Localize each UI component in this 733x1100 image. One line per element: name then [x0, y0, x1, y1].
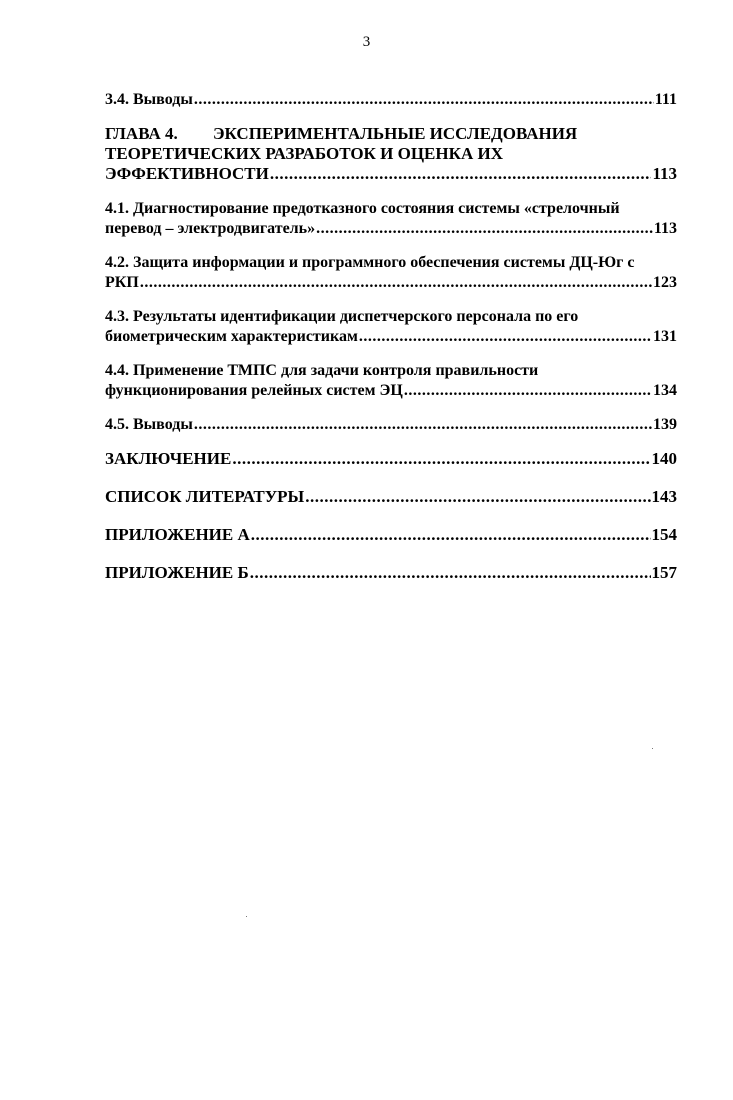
- toc-entry-title: ЭФФЕКТИВНОСТИ: [105, 164, 269, 183]
- toc-entry-line: 4.2. Защита информации и программного обеспечения системы ДЦ-Юг с: [105, 254, 635, 271]
- toc-entry-line: [105, 164, 677, 184]
- toc-entry-line: [105, 219, 677, 239]
- toc-entry-page: 111: [654, 91, 677, 108]
- toc-entry-line: [105, 525, 677, 545]
- scan-speck: [652, 748, 653, 749]
- toc-entry-4-2: [105, 253, 677, 293]
- toc-entry-title: РКП: [105, 274, 139, 291]
- dot-leader: [305, 487, 650, 507]
- table-of-contents: [105, 90, 677, 601]
- toc-entry-line: 4.3. Результаты идентификации диспетчерского персонала по его: [105, 308, 579, 325]
- toc-entry-page: 131: [653, 328, 677, 345]
- dot-leader: [359, 327, 652, 347]
- toc-entry-page: 123: [653, 274, 677, 291]
- toc-entry-line: 4.4. Применение ТМПС для задачи контроля правильности: [105, 362, 539, 379]
- toc-entry-line: [105, 90, 677, 110]
- toc-entry-appendix-b: [105, 563, 677, 583]
- toc-entry-title: функционирования релейных систем ЭЦ: [105, 382, 403, 399]
- toc-entry-line: [105, 273, 677, 293]
- dot-leader: [316, 219, 653, 239]
- dot-leader: [250, 563, 651, 583]
- toc-entry-title: ЗАКЛЮЧЕНИЕ: [105, 449, 232, 468]
- toc-entry-page: 154: [651, 525, 677, 544]
- page-number: 3: [362, 34, 371, 50]
- toc-entry-title: ЭКСПЕРИМЕНТАЛЬНЫЕ ИССЛЕДОВАНИЯ: [213, 124, 578, 143]
- toc-entry-line: [105, 327, 677, 347]
- toc-entry-title: ПРИЛОЖЕНИЕ Б: [105, 563, 249, 582]
- toc-entry-page: 140: [651, 449, 677, 468]
- toc-entry-line: ТЕОРЕТИЧЕСКИХ РАЗРАБОТОК И ОЦЕНКА ИХ: [105, 144, 503, 163]
- toc-entry-page: 139: [653, 416, 677, 433]
- toc-entry-title: 4.5. Выводы: [105, 416, 193, 433]
- toc-entry-conclusion: [105, 449, 677, 469]
- dot-leader: [404, 381, 652, 401]
- toc-entry-line: [105, 415, 677, 435]
- dot-leader: [232, 449, 650, 469]
- toc-entry-title: перевод – электродвигатель»: [105, 220, 316, 237]
- toc-entry-appendix-a: [105, 525, 677, 545]
- toc-entry-4-1: [105, 199, 677, 239]
- dot-leader: [270, 164, 652, 184]
- toc-entry-4-4: [105, 361, 677, 401]
- toc-entry-4-3: [105, 307, 677, 347]
- toc-entry-line: [105, 487, 677, 507]
- dot-leader: [194, 415, 652, 435]
- toc-entry-line: [105, 563, 677, 583]
- toc-entry-page: 113: [652, 164, 677, 183]
- toc-entry-title: биометрическим характеристикам: [105, 328, 358, 345]
- dot-leader: [140, 273, 652, 293]
- toc-entry-line: 4.1. Диагностирование предотказного состояния системы «стрелочный: [105, 200, 620, 217]
- toc-entry-4-5: [105, 415, 677, 435]
- toc-entry-title: 3.4. Выводы: [105, 91, 193, 108]
- toc-entry-references: [105, 487, 677, 507]
- toc-entry-page: 134: [653, 382, 677, 399]
- toc-entry-line: [105, 449, 677, 469]
- toc-entry-page: 157: [651, 563, 677, 582]
- toc-entry-chapter-4: [105, 124, 677, 184]
- toc-entry-title: СПИСОК ЛИТЕРАТУРЫ: [105, 487, 305, 506]
- dot-leader: [251, 525, 651, 545]
- toc-entry-page: 113: [653, 220, 677, 237]
- toc-entry-title: ПРИЛОЖЕНИЕ А: [105, 525, 250, 544]
- scan-speck: [246, 916, 247, 917]
- dot-leader: [194, 90, 654, 110]
- chapter-label: ГЛАВА 4.: [105, 124, 178, 143]
- toc-entry-line: [105, 381, 677, 401]
- toc-entry-page: 143: [651, 487, 677, 506]
- toc-entry-line: [105, 124, 677, 144]
- toc-entry-3-4: [105, 90, 677, 110]
